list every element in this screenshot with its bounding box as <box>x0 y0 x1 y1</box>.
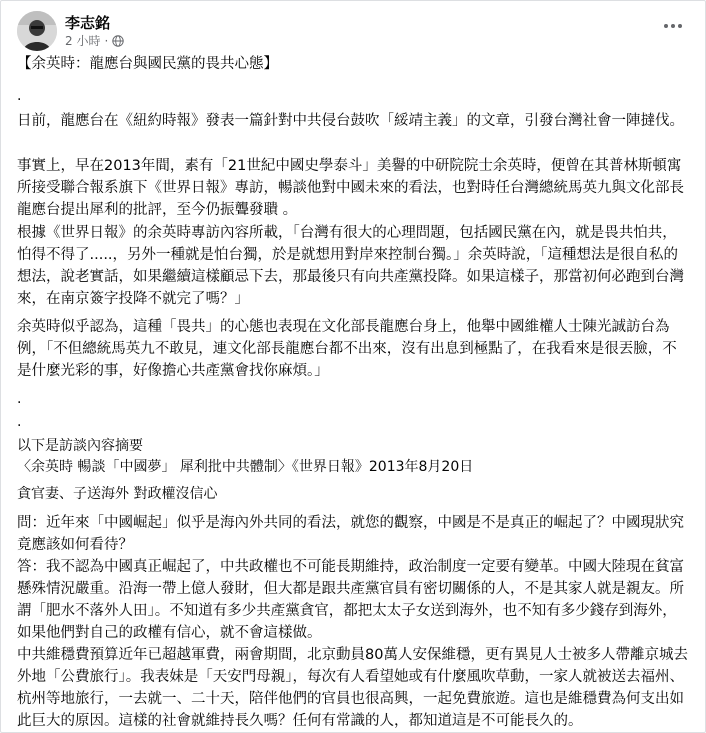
paragraph-4: 余英時似乎認為，這種「畏共」的心態也表現在文化部長龍應台身上，他舉中國維權人士陳光誠訪台為例，「不但總統馬英九不敢見，連文化部長龍應台都不出來，沒有出息到極點了，在我看來是很丟臉，不是什麼光彩的事，好像擔心共產黨會找你麻煩。」 <box>17 319 677 379</box>
meta-separator: · <box>104 33 109 48</box>
more-options-icon[interactable] <box>659 15 687 37</box>
avatar-image <box>17 11 57 51</box>
section-heading: 貪官妻、子送海外 對政權沒信心 <box>17 486 218 502</box>
author-name[interactable]: 李志銘 <box>65 14 111 32</box>
post-header <box>17 9 689 49</box>
separator-dot: . <box>17 88 22 104</box>
summary-intro: 以下是訪談內容摘要 <box>17 438 143 454</box>
separator-dot: . <box>17 391 22 407</box>
paragraph-2: 事實上，早在2013年間，素有「21世紀中國史學泰斗」美譽的中研院院士余英時，便曾在其普林斯頓寓所接受聯合報系旗下《世界日報》專訪，暢談他對中國未來的看法，也對時任台灣總統馬英九與文化部長龍應台提出犀利的批評，至今仍振聾發聵 。 <box>17 158 684 218</box>
question: 問：近年來「中國崛起」似乎是海內外共同的看法，就您的觀察，中國是不是真正的崛起了？中國現狀究竟應該如何看待？ <box>17 515 684 553</box>
post-time[interactable]: 2 小時 <box>65 34 101 48</box>
paragraph-final: 中共維穩費預算近年已超越軍費，兩會期間，北京動員80萬人安保維穩，更有異見人士被多人帶離京城去外地「公費旅行」。我表妹是「天安門母親」，每次有人看望她或有什麼風吹草動，一家人就被送去福州、杭州等地旅行，一去就一、二十天，陪伴他們的官員也很高興，一起免費旅遊。這也是維穩費為何支出如此巨大的原因。這樣的社會就維持長久嗎？任何有常識的人，都知道這是不可能長久的。 <box>17 647 688 729</box>
source-citation: 〈余英時 暢談「中國夢」 犀利批中共體制〉《世界日報》2013年8月20日 <box>17 459 474 475</box>
paragraph-3: 根據《世界日報》的余英時專訪內容所載，「台灣有很大的心理問題，包括國民黨在內，就是畏共怕共，怕得不得了.....，另外一種就是怕台獨，於是就想用對岸來控制台獨。」余英時說，「這種想法是很自私的想法，說老實話，如果繼續這樣顧忌下去，那最後只有向共產黨投降。如果這樣子，那當初何必跑到台灣來，在南京簽字投降不就完了嗎？」 <box>17 225 684 307</box>
globe-icon <box>112 35 124 47</box>
paragraph-1: 日前，龍應台在《紐約時報》發表一篇針對中共侵台鼓吹「綏靖主義」的文章，引發台灣社會一陣撻伐。 <box>17 113 684 129</box>
answer: 答：我不認為中國真正崛起了，中共政權也不可能長期維持，政治制度一定要有變革。中國大陸現在貧富懸殊情況嚴重。沿海一帶上億人發財，但大都是跟共產黨官員有密切關係的人，不是其家人就是親友。所謂「肥水不落外人田」。不知道有多少共產黨貪官，都把太太子女送到海外，也不知有多少錢存到海外，如果他們對自己的政權有信心，就不會這樣做。 <box>17 559 684 641</box>
avatar[interactable] <box>17 11 57 51</box>
separator-dot: . <box>17 414 22 430</box>
post-title: 【余英時：龍應台與國民黨的畏共心態】 <box>17 56 278 72</box>
post-meta <box>65 32 124 49</box>
